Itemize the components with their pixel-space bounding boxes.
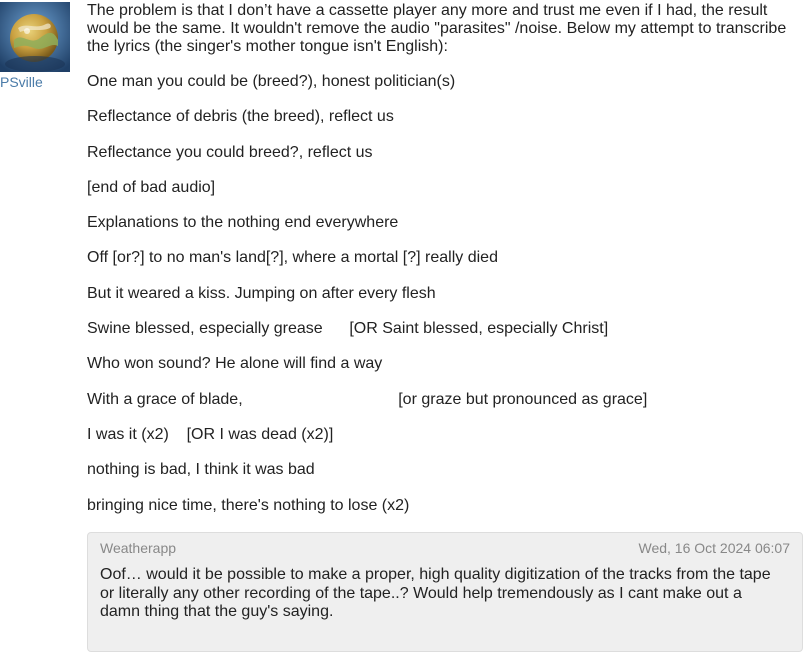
- reply-text: Oof… would it be possible to make a proper, high quality digitization of the tracks from the tape or literally any other recording of the tape..? Would help tremendously as I cant make out a damn thing that the guy's saying.: [100, 566, 771, 620]
- lyric-line: One man you could be (breed?), honest politician(s): [87, 73, 456, 90]
- lyric-line: Reflectance of debris (the breed), reflect us: [87, 108, 394, 126]
- lyric-line: Off [or?] to no man's land[?], where a mortal [?] really died: [87, 249, 498, 267]
- lyric-line: I was it (x2) [OR I was dead (x2)]: [87, 425, 334, 443]
- post-body: [87, 0, 803, 515]
- author-name[interactable]: PSville: [0, 74, 43, 90]
- lyric-line: Swine blessed, especially grease [OR Saint blessed, especially Christ]: [87, 320, 609, 338]
- lyric-line: Who won sound? He alone will find a way: [87, 355, 383, 373]
- lyric-line: But it weared a kiss. Jumping on after every flesh: [87, 284, 436, 302]
- lyric-line: nothing is bad, I think it was bad: [87, 461, 315, 479]
- lyric-line: bringing nice time, there's nothing to lose (x2): [87, 496, 410, 514]
- reply-comment: [87, 532, 803, 652]
- lyric-line: Reflectance you could breed?, reflect us: [87, 143, 373, 161]
- lyric-line: [end of bad audio]: [87, 178, 216, 196]
- lyrics-list: [87, 73, 803, 515]
- lyric-line: With a grace of blade, [or graze but pronounced as grace]: [87, 390, 648, 408]
- reply-author[interactable]: Weatherapp: [100, 540, 177, 556]
- planet-avatar-icon: [0, 2, 70, 72]
- reply-date: Wed, 16 Oct 2024 06:07: [638, 540, 790, 556]
- post-intro: The problem is that I don’t have a cassette player any more and trust me even if I had, the result would be the same. It wouldn't remove the audio "parasites" /noise. Below my attempt to transcribe the lyrics (the singer's mother tongue isn't English):: [87, 2, 787, 55]
- lyric-line: Explanations to the nothing end everywhere: [87, 214, 399, 232]
- avatar[interactable]: [0, 2, 70, 72]
